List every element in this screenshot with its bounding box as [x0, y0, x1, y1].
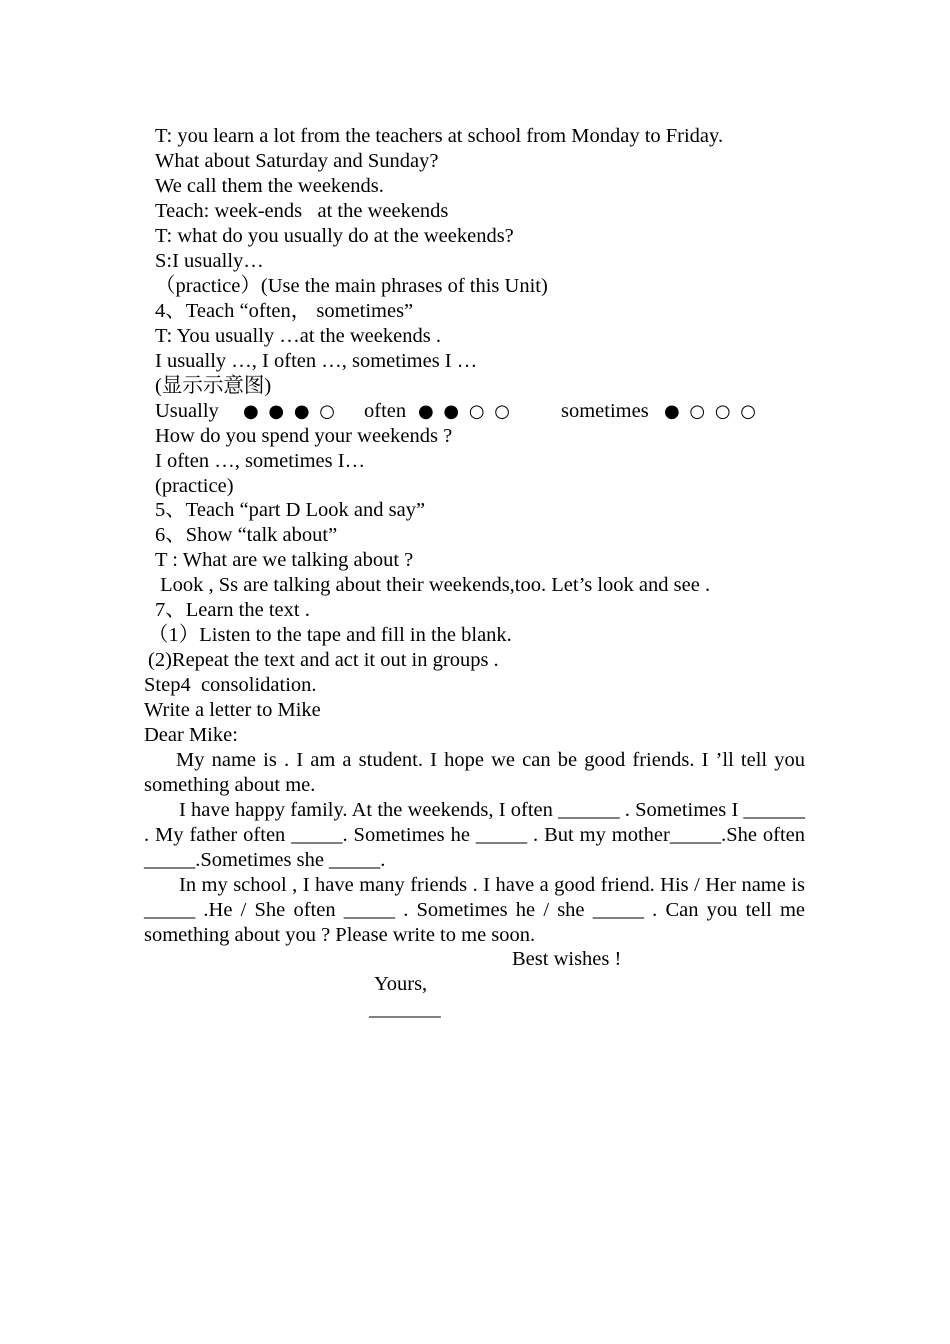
text-line: T: what do you usually do at the weekends? [155, 225, 514, 247]
text-line: 5、Teach “part D Look and say” [155, 499, 426, 521]
letter-greeting: Dear Mike: [144, 724, 238, 746]
letter-closing: Best wishes ! [512, 948, 622, 970]
often-dots: ● ● ○ ○ [418, 401, 512, 422]
text-line: I usually …, I often …, sometimes I … [155, 350, 478, 372]
usually-label: Usually [155, 400, 219, 422]
text-line: I often …, sometimes I… [155, 450, 366, 472]
text-line: How do you spend your weekends ? [155, 425, 453, 447]
text-line: (显示示意图) [155, 375, 272, 397]
text-line: What about Saturday and Sunday? [155, 150, 439, 172]
task-text: Write a letter to Mike [144, 699, 321, 721]
text-line: (2)Repeat the text and act it out in groups . [148, 649, 499, 671]
text-line: T: you learn a lot from the teachers at school from Monday to Friday. [155, 125, 724, 147]
text-line: T : What are we talking about ? [155, 549, 414, 571]
text-line: （1）Listen to the tape and fill in the blank. [148, 624, 512, 646]
sometimes-label: sometimes [561, 400, 649, 422]
letter-yours: Yours, [374, 973, 428, 995]
letter-paragraph-2: I have happy family. At the weekends, I often ______ . Sometimes I ______ . My father often _____. Sometimes he _____ . But my mother_____.She often _____.Sometimes she _____. [144, 799, 805, 871]
text-line: Teach: week-ends at the weekends [155, 200, 449, 222]
text-line: 6、Show “talk about” [155, 524, 338, 546]
text-line: S:I usually… [155, 250, 264, 272]
text-line: （practice）(Use the main phrases of this Unit) [155, 275, 548, 297]
text-line: 4、Teach “often， sometimes” [155, 300, 414, 322]
signature-blank: _______ [369, 998, 441, 1020]
text-line: (practice) [155, 475, 234, 497]
letter-paragraph-3: In my school , I have many friends . I have a good friend. His / Her name is _____ .He / She often _____ . Sometimes he / she _____ . Can you tell me something about you ? Please write to me soon. [144, 874, 805, 946]
often-label: often [364, 400, 407, 422]
text-line: T: You usually …at the weekends . [155, 325, 441, 347]
usually-dots: ● ● ● ○ [243, 401, 337, 422]
text-line: We call them the weekends. [155, 175, 384, 197]
step4-heading: Step4 consolidation. [144, 674, 317, 696]
text-line: Look , Ss are talking about their weekends,too. Let’s look and see . [155, 574, 711, 596]
text-line: 7、Learn the text . [155, 599, 310, 621]
sometimes-dots: ● ○ ○ ○ [664, 401, 758, 422]
letter-paragraph-1: My name is . I am a student. I hope we can be good friends. I ’ll tell you something about me. [144, 749, 805, 796]
